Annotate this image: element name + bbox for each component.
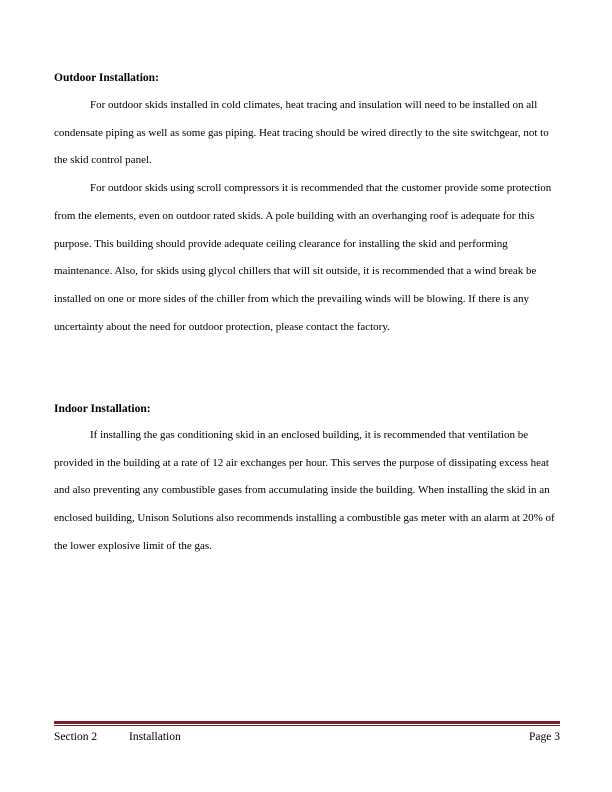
footer-page-number: Page 3 xyxy=(529,731,560,743)
footer-divider-thick xyxy=(54,721,560,724)
indoor-installation-section xyxy=(54,402,560,561)
indoor-installation-heading: Indoor Installation: xyxy=(54,403,151,415)
indoor-paragraph-1: If installing the gas conditioning skid in an enclosed building, it is recommended that ventilation be provided in the building at a rate of 12 air exchanges per hour. This serves the purpose of dissipating excess heat and also preventing any combustible gases from accumulating inside the building. When installing the skid in an enclosed building, Unison Solutions also recommends installing a combustible gas meter with an alarm at 20% of the lower explosive limit of the gas. xyxy=(54,429,555,552)
footer-divider-thin xyxy=(54,725,560,726)
footer-section-title: Installation xyxy=(129,731,181,743)
outdoor-paragraph-2: For outdoor skids using scroll compressors it is recommended that the customer provide some protection from the elements, even on outdoor rated skids. A pole building with an overhanging roof is adequate for this purpose. This building should provide adequate ceiling clearance for installing the skid and performing maintenance. Also, for skids using glycol chillers that will sit outside, it is recommended that a wind break be installed on one or more sides of the chiller from which the prevailing winds will be blowing. If there is any uncertainty about the need for outdoor protection, please contact the factory. xyxy=(54,182,552,333)
outdoor-installation-section xyxy=(54,71,560,341)
footer-section-label: Section 2 xyxy=(54,731,98,743)
page-footer xyxy=(54,729,560,745)
outdoor-installation-heading: Outdoor Installation: xyxy=(54,72,159,84)
outdoor-paragraph-1: For outdoor skids installed in cold climates, heat tracing and insulation will need to be installed on all condensate piping as well as some gas piping. Heat tracing should be wired directly to the site switchgear, not to the skid control panel. xyxy=(54,99,549,167)
